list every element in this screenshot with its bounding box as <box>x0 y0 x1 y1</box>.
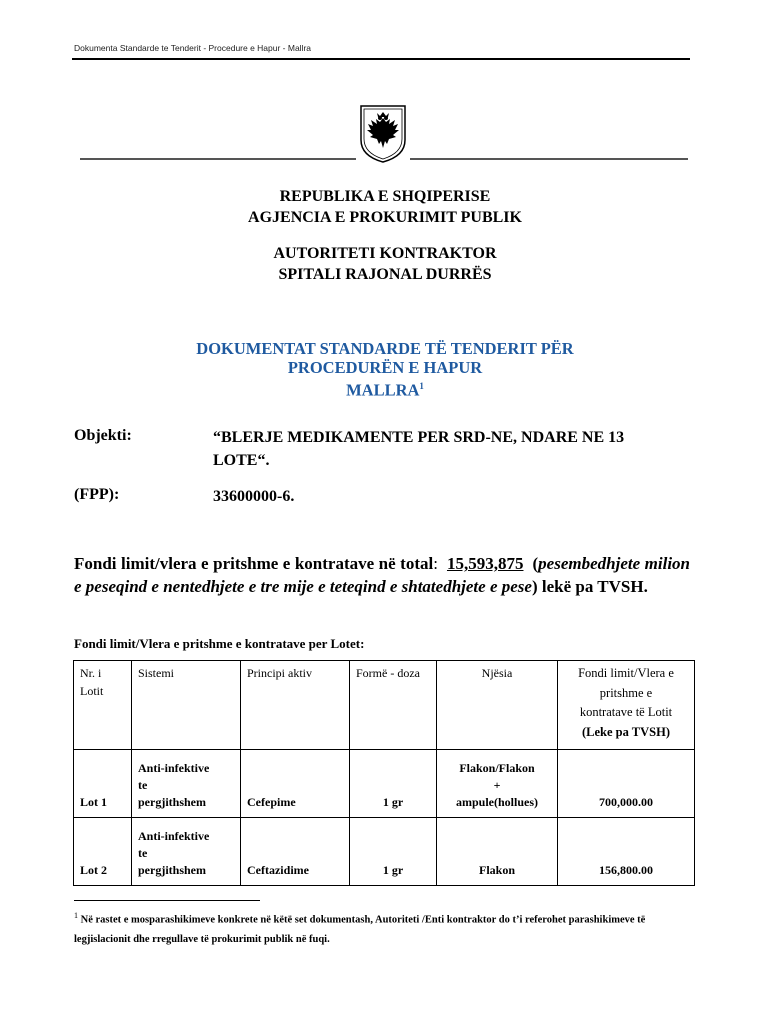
cell-nr: Lot 1 <box>74 750 132 818</box>
document-title-line2: PROCEDURËN E HAPUR <box>287 358 483 377</box>
header-fondi-line4: (Leke pa TVSH) <box>582 724 670 739</box>
table-row <box>74 818 695 886</box>
cell-sistemi-line2: te <box>138 778 148 792</box>
cell-forme: 1 gr <box>350 818 437 886</box>
cell-nr: Lot 2 <box>74 818 132 886</box>
header-njesia: Njësia <box>437 661 558 750</box>
header-fondi <box>558 661 695 750</box>
objekti-value-line1: “BLERJE MEDIKAMENTE PER SRD-NE, NDARE NE 13 <box>213 429 625 446</box>
cell-fondi: 156,800.00 <box>558 818 695 886</box>
republic-heading <box>0 186 770 228</box>
footnote <box>74 906 692 949</box>
document-title-mallra: MALLRA <box>346 380 420 400</box>
objekti-label: Objekti: <box>74 427 132 444</box>
lots-caption: Fondi limit/Vlera e pritshme e kontratave per Lotet: <box>74 636 365 651</box>
emblem-divider-right <box>410 158 688 160</box>
header-forme: Formë - doza <box>350 661 437 750</box>
republic-line: REPUBLIKA E SHQIPERISE <box>279 188 491 205</box>
albanian-eagle-emblem-icon <box>359 104 407 164</box>
cell-sistemi <box>132 818 241 886</box>
document-title <box>0 339 770 400</box>
objekti-value <box>213 426 691 472</box>
hospital-line: SPITALI RAJONAL DURRËS <box>278 266 492 283</box>
table-row <box>74 750 695 818</box>
document-title-line1: DOKUMENTAT STANDARDE TË TENDERIT PËR <box>196 339 574 358</box>
cell-fondi: 700,000.00 <box>558 750 695 818</box>
table-header-row <box>74 661 695 750</box>
objekti-value-line2: LOTE“. <box>213 452 270 469</box>
header-principi: Principi aktiv <box>241 661 350 750</box>
cell-njesia-line1: Flakon/Flakon <box>459 761 535 775</box>
cell-principi: Ceftazidime <box>241 818 350 886</box>
lots-table <box>73 660 695 886</box>
header-rule <box>72 58 690 60</box>
fondi-amount-words: pesembedhjete milion e peseqind e nentedhjete e tre mije e teteqind e shtatedhjete e pese <box>74 554 690 596</box>
cell-principi: Cefepime <box>241 750 350 818</box>
emblem-divider-left <box>80 158 356 160</box>
running-header: Dokumenta Standarde te Tenderit - Procedure e Hapur - Mallra <box>74 43 312 53</box>
cell-njesia-line2: + <box>493 778 501 792</box>
footnote-rule <box>74 900 260 901</box>
footnote-mark: 1 <box>74 911 78 920</box>
footnote-text: Në rastet e mosparashikimeve konkrete në këtë set dokumentash, Autoriteti /Enti kontraktor do t’i referohet parashikimeve të legjislacionit dhe rregullave të prokurimit publik në fuqi. <box>74 914 646 945</box>
fpp-value: 33600000-6. <box>213 488 295 505</box>
cell-sistemi-line2: te <box>138 846 148 860</box>
header-fondi-line3: kontratave të Lotit <box>579 705 673 719</box>
fondi-suffix: lekë pa TVSH. <box>537 577 648 596</box>
cell-njesia <box>437 750 558 818</box>
footnote-reference[interactable]: 1 <box>419 381 424 391</box>
authority-line: AUTORITETI KONTRAKTOR <box>273 245 497 262</box>
fondi-amount: 15,593,875 <box>446 554 524 573</box>
cell-sistemi-line1: Anti-infektive <box>138 761 210 775</box>
cell-njesia: Flakon <box>437 818 558 886</box>
fondi-prefix: Fondi limit/vlera e pritshme e kontratave në total <box>74 554 434 573</box>
document-title-line3 <box>0 377 770 400</box>
header-sistemi: Sistemi <box>132 661 241 750</box>
agency-line: AGJENCIA E PROKURIMIT PUBLIK <box>248 209 522 226</box>
cell-sistemi-line1: Anti-infektive <box>138 829 210 843</box>
fondi-total-paragraph: Fondi limit/vlera e pritshme e kontratave në total: 15,593,875 (pesembedhjete milion e peseqind e nentedhjete e tre mije e teteqind e shtatedhjete e pese) lekë pa TVSH. <box>74 554 690 596</box>
fondi-colon: : <box>433 554 438 573</box>
cell-sistemi <box>132 750 241 818</box>
cell-njesia-line3: ampule(hollues) <box>455 795 538 809</box>
header-nr: Nr. i Lotit <box>74 661 132 750</box>
cell-sistemi-line3: pergjithshem <box>138 795 206 809</box>
fpp-label: (FPP): <box>74 486 120 503</box>
header-fondi-line2: pritshme e <box>599 685 653 700</box>
cell-sistemi-line3: pergjithshem <box>138 863 206 877</box>
header-fondi-line1: Fondi limit/Vlera e <box>578 666 674 680</box>
authority-heading <box>0 243 770 285</box>
cell-forme: 1 gr <box>350 750 437 818</box>
